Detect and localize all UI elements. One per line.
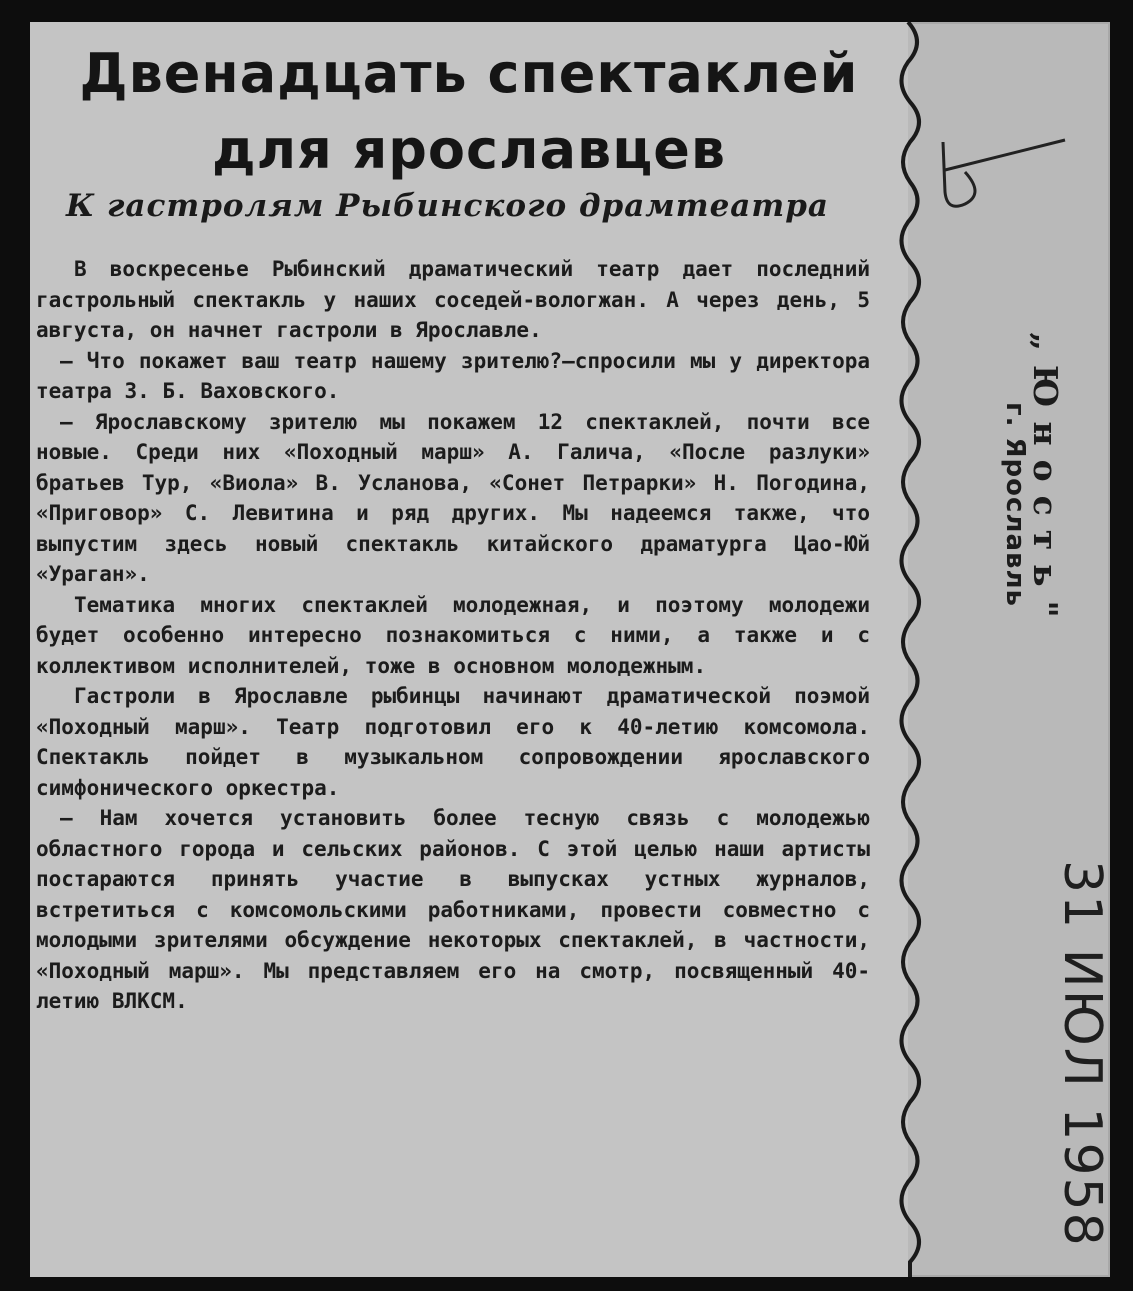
handwritten-mark — [935, 132, 1075, 222]
torn-edge — [898, 22, 938, 1277]
headline-line-2: для ярославцев — [211, 118, 727, 181]
paragraph-2: — Что покажет ваш театр нашему зрителю?—спросили мы у директора театра З. Б. Ваховского. — [36, 348, 870, 403]
article-body — [36, 254, 870, 1017]
subheading: К гастролям Рыбинского драмтеатра — [66, 188, 829, 224]
paragraph-1: В воскресенье Рыбинский драматический театр дает последний гастрольный спектакль у наших соседей-вологжан. А через день, 5 августа, он начнет гастроли в Ярославле. — [36, 257, 870, 342]
archive-card — [30, 22, 1110, 1277]
newspaper-city: г. Ярославль — [1000, 402, 1030, 607]
newspaper-clipping — [30, 22, 908, 1277]
paragraph-5: Гастроли в Ярославле рыбинцы начинают драматической поэмой «Походный марш». Театр подготовил его к 40-летию комсомола. Спектакль пойдет в музыкальном сопровождении ярославского симфонического оркестра. — [36, 684, 870, 800]
paragraph-4: Тематика многих спектаклей молодежная, и поэтому молодежи будет особенно интересно познакомиться с ними, а также и с коллективом исполнителей, тоже в основном молодежным. — [36, 592, 870, 678]
newspaper-name: „Юность" — [1026, 332, 1065, 632]
paragraph-3: — Ярославскому зрителю мы покажем 12 спектаклей, почти все новые. Среди них «Походный марш» А. Галича, «После разлуки» братьев Тур, «Виола» В. Усланова, «Сонет Петрарки» Н. Погодина, «Приговор» С. Левитина и ряд других. Мы надеемся также, что выпустим здесь новый спектакль китайского драматурга Цао-Юй «Ураган». — [36, 409, 870, 586]
paragraph-6: — Нам хочется установить более тесную связь с молодежью областного города и сельских районов. С этой целью наши артисты постараются принять участие в выпусках устных журналов, встретиться с комсомольскими работниками, провести совместно с молодыми зрителями обсуждение некоторых спектаклей, в частности, «Походный марш». Мы представляем его на смотр, посвященный 40-летию ВЛКСМ. — [36, 806, 870, 1013]
headline-line-1: Двенадцать спектаклей — [79, 42, 859, 105]
date-stamp: 31 ИЮЛ 1958 — [1052, 860, 1112, 1248]
